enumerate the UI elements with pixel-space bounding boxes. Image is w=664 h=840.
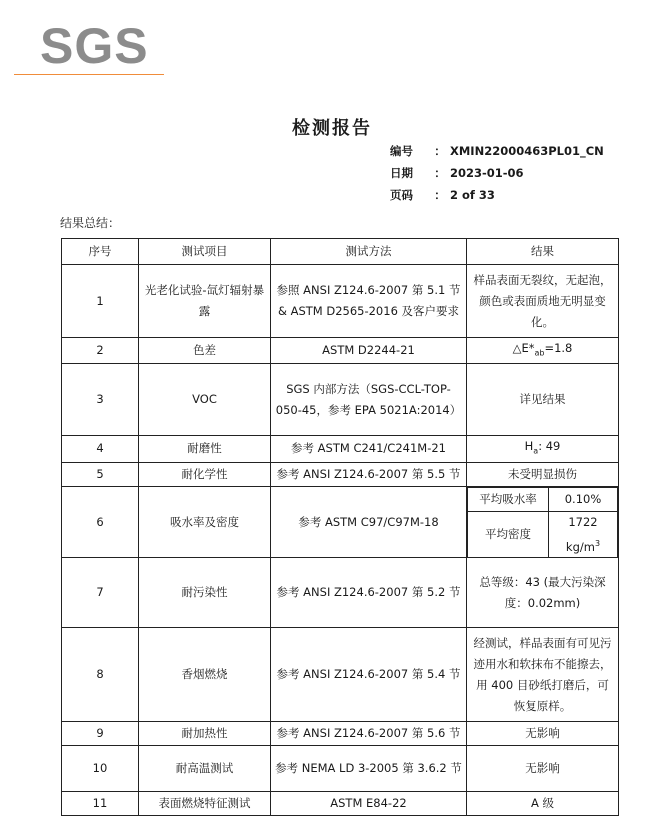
cell-result: 详见结果 bbox=[467, 364, 619, 436]
summary-label: 结果总结： bbox=[60, 216, 121, 230]
cell-method: 参考 ASTM C241/C241M-21 bbox=[271, 436, 467, 462]
header-no: 序号 bbox=[62, 239, 139, 265]
cell-item: 色差 bbox=[139, 338, 271, 364]
result-subscript: a bbox=[533, 446, 539, 456]
cell-method: 参考 ANSI Z124.6-2007 第 5.4 节 bbox=[271, 628, 467, 722]
cell-method: 参考 ASTM C97/C97M-18 bbox=[271, 486, 467, 558]
result-suffix: : 49 bbox=[538, 439, 561, 454]
cell-no: 10 bbox=[62, 746, 139, 792]
density-superscript: 3 bbox=[594, 538, 601, 548]
meta-row-number bbox=[390, 140, 604, 162]
meta-row-date bbox=[390, 162, 604, 184]
table-row bbox=[62, 792, 619, 816]
cell-result: 无影响 bbox=[467, 746, 619, 792]
report-meta bbox=[390, 140, 604, 206]
cell-no: 9 bbox=[62, 722, 139, 746]
cell-method: ASTM E84-22 bbox=[271, 792, 467, 816]
cell-item: VOC bbox=[139, 364, 271, 436]
cell-item: 耐磨性 bbox=[139, 436, 271, 462]
cell-result bbox=[467, 338, 619, 364]
table-row bbox=[62, 436, 619, 462]
result-prefix: △E* bbox=[512, 341, 535, 355]
table-row bbox=[62, 462, 619, 486]
cell-no: 3 bbox=[62, 364, 139, 436]
table-row bbox=[62, 486, 619, 558]
sub-result-label: 平均密度 bbox=[468, 511, 549, 557]
cell-no: 4 bbox=[62, 436, 139, 462]
cell-method: 参照 ANSI Z124.6-2007 第 5.1 节 & ASTM D2565-2016 及客户要求 bbox=[271, 265, 467, 338]
meta-value: 2 of 33 bbox=[450, 188, 495, 202]
cell-item: 光老化试验-氙灯辐射暴露 bbox=[139, 265, 271, 338]
cell-method: 参考 NEMA LD 3-2005 第 3.6.2 节 bbox=[271, 746, 467, 792]
results-table bbox=[61, 238, 619, 816]
cell-no: 2 bbox=[62, 338, 139, 364]
table-row bbox=[62, 628, 619, 722]
table-row bbox=[62, 364, 619, 436]
cell-method: SGS 内部方法（SGS-CCL-TOP-050-45，参考 EPA 5021A:2014） bbox=[271, 364, 467, 436]
table-row bbox=[62, 722, 619, 746]
logo-underline bbox=[14, 74, 164, 75]
meta-key: 日期 bbox=[390, 166, 413, 180]
table-header-row bbox=[62, 239, 619, 265]
cell-method: ASTM D2244-21 bbox=[271, 338, 467, 364]
cell-item: 耐加热性 bbox=[139, 722, 271, 746]
sgs-logo bbox=[14, 20, 164, 72]
sub-result-label: 平均吸水率 bbox=[468, 487, 549, 511]
table-row bbox=[62, 265, 619, 338]
sub-result-row bbox=[468, 511, 618, 557]
cell-item: 耐化学性 bbox=[139, 462, 271, 486]
meta-row-page bbox=[390, 184, 604, 206]
meta-key: 编号 bbox=[390, 144, 413, 158]
meta-value: 2023-01-06 bbox=[450, 166, 524, 180]
cell-item: 香烟燃烧 bbox=[139, 628, 271, 722]
cell-item: 耐污染性 bbox=[139, 558, 271, 628]
result-prefix: H bbox=[524, 439, 534, 454]
cell-no: 6 bbox=[62, 486, 139, 558]
table-row bbox=[62, 338, 619, 364]
cell-result: 总等级：43 (最大污染深度：0.02mm) bbox=[467, 558, 619, 628]
cell-result: 无影响 bbox=[467, 722, 619, 746]
header-result: 结果 bbox=[467, 239, 619, 265]
report-title: 检测报告 bbox=[292, 118, 372, 139]
header-method: 测试方法 bbox=[271, 239, 467, 265]
cell-result: 未受明显损伤 bbox=[467, 462, 619, 486]
meta-colon: ： bbox=[434, 188, 446, 202]
cell-result: 经测试，样品表面有可见污迹用水和软抹布不能擦去，用 400 目砂纸打磨后，可恢复原样。 bbox=[467, 628, 619, 722]
sub-result-value bbox=[549, 511, 618, 557]
meta-colon: ： bbox=[434, 144, 446, 158]
cell-no: 11 bbox=[62, 792, 139, 816]
result-subscript: ab bbox=[534, 348, 545, 358]
cell-result: 样品表面无裂纹，无起泡，颜色或表面质地无明显变化。 bbox=[467, 265, 619, 338]
result-suffix: =1.8 bbox=[544, 341, 573, 355]
sub-result-row bbox=[468, 487, 618, 511]
table-row bbox=[62, 746, 619, 792]
cell-no: 5 bbox=[62, 462, 139, 486]
cell-method: 参考 ANSI Z124.6-2007 第 5.6 节 bbox=[271, 722, 467, 746]
logo-text: SGS bbox=[40, 18, 149, 74]
sub-results-table bbox=[467, 487, 618, 558]
cell-no: 8 bbox=[62, 628, 139, 722]
header-item: 测试项目 bbox=[139, 239, 271, 265]
sub-result-value: 0.10% bbox=[549, 487, 618, 511]
cell-result-split bbox=[467, 486, 619, 558]
meta-key: 页码 bbox=[390, 188, 413, 202]
meta-colon: ： bbox=[434, 166, 446, 180]
cell-method: 参考 ANSI Z124.6-2007 第 5.5 节 bbox=[271, 462, 467, 486]
density-value: 1722 kg/m bbox=[565, 514, 598, 554]
cell-item: 吸水率及密度 bbox=[139, 486, 271, 558]
cell-item: 耐高温测试 bbox=[139, 746, 271, 792]
cell-result: A 级 bbox=[467, 792, 619, 816]
cell-no: 7 bbox=[62, 558, 139, 628]
meta-value: XMIN22000463PL01_CN bbox=[450, 144, 604, 158]
table-row bbox=[62, 558, 619, 628]
cell-item: 表面燃烧特征测试 bbox=[139, 792, 271, 816]
cell-no: 1 bbox=[62, 265, 139, 338]
cell-result bbox=[467, 436, 619, 462]
cell-method: 参考 ANSI Z124.6-2007 第 5.2 节 bbox=[271, 558, 467, 628]
